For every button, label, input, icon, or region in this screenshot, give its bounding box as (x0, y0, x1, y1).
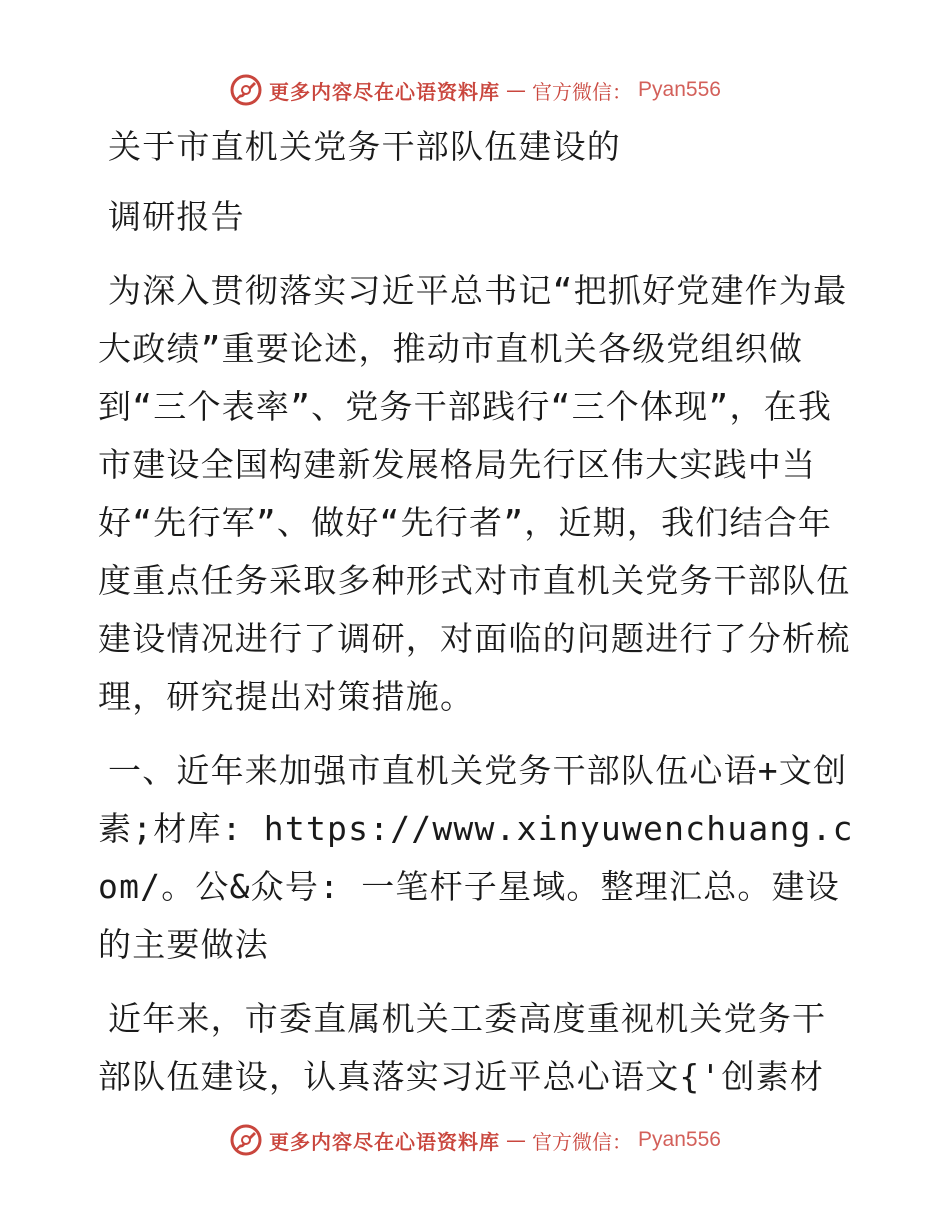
watermark-wechat-id: Pyan556 (638, 78, 721, 101)
watermark-text: 更多内容尽在心语资料库 (269, 1129, 501, 1154)
watermark-wechat-label: 官方微信： (532, 79, 633, 104)
watermark-wechat-label: 官方微信： (532, 1129, 633, 1154)
paragraph-section-1: 近年来，市委直属机关工委高度重视机关党务干部队伍建设，认真落实习近平总心语文{'创素材 (98, 999, 827, 1096)
watermark-text: 更多内容尽在心语资料库 (269, 79, 501, 104)
document-title-line-1: 关于市直机关党务干部队伍建设的 (108, 127, 621, 166)
header-watermark (0, 70, 950, 110)
section-heading-1: 一、近年来加强市直机关党务干部队伍心语+文创素;材库: https://www.xinyuwenchuang.com/。公&众号: 一笔杆子星域。整理汇总。建设的主要做法 (98, 751, 854, 964)
watermark-wechat-id: Pyan556 (638, 1128, 721, 1151)
paragraph-intro: 为深入贯彻落实习近平总书记“把抓好党建作为最大政绩”重要论述，推动市直机关各级党组织做到“三个表率”、党务干部践行“三个体现”，在我市建设全国构建新发展格局先行区伟大实践中当好“先行军”、做好“先行者”，近期，我们结合年度重点任务采取多种形式对市直机关党务干部队伍建设情况进行了调研，对面临的问题进行了分析梳理，研究提出对策措施。 (98, 271, 851, 716)
feather-pen-logo-icon (229, 1123, 263, 1157)
watermark-separator: — (506, 1128, 527, 1152)
document-title-line-2: 调研报告 (108, 197, 245, 236)
watermark-separator: — (506, 78, 527, 102)
footer-watermark (0, 1120, 950, 1160)
feather-pen-logo-icon (229, 73, 263, 107)
document-body (98, 118, 858, 1106)
